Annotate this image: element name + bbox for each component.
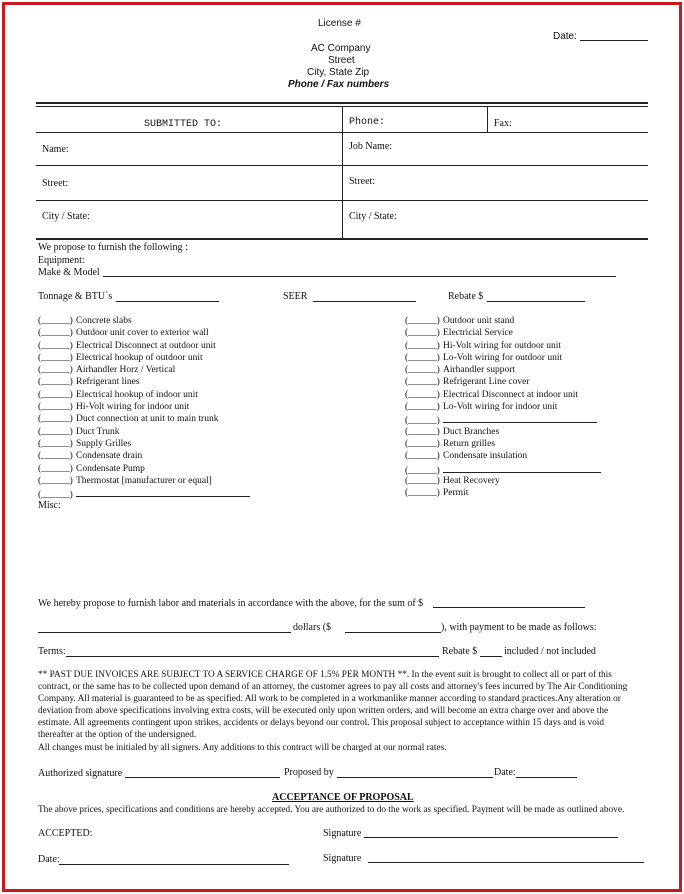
phone-label: Phone:	[349, 117, 386, 128]
tonnage-label: Tonnage & BTU`s	[38, 291, 113, 302]
rebate-included: included / not included	[504, 646, 596, 657]
authorized-signature-label: Authorized signature	[38, 768, 123, 779]
seer-label: SEER	[283, 291, 308, 302]
list-item[interactable]: (______) Hi-Volt wiring for indoor unit	[38, 402, 190, 413]
name-label: Name:	[42, 144, 69, 155]
list-item-blank[interactable]: (______)	[38, 487, 250, 499]
signature-field-2[interactable]	[368, 862, 644, 863]
list-item[interactable]: (______) Electrical Disconnect at outdoor unit	[38, 340, 216, 351]
signature-label-2: Signature	[323, 853, 362, 864]
list-item[interactable]: (______) Permit	[405, 488, 469, 499]
company-phone-fax: Phone / Fax numbers	[288, 79, 390, 90]
job-street-label: Street:	[349, 176, 376, 187]
terms-text: . In the event suit is brought to collect all or part of this contract, or the same has to be collected upon demand of an attorney, the customer agrees to pay all costs and attorney's fees incurred by The Air Conditioning Company. All material is guaranteed to be as specified. All work to be completed in a workmanlike manner according to standard practices.Any alteration or deviation from above specifications involving extra costs, will be executed only upon written orders, and will become an extra charge over and above the estimate. All agreements contingent upon strikes, accidents or delays beyond our control. This proposal subject to acceptance within 15 days and is void thereafter at the option of the undersigned.	[38, 670, 628, 741]
acceptance-date-label: Date:	[38, 854, 60, 865]
terms-field[interactable]	[66, 656, 439, 657]
company-name: AC Company	[311, 43, 371, 54]
payment-text: ), with payment to be made as follows:	[441, 622, 597, 633]
rebate-label: Rebate $	[448, 291, 484, 302]
proposal-date-field[interactable]	[516, 777, 577, 778]
list-item[interactable]: (______) Electrical hookup of indoor unit	[38, 389, 198, 400]
list-item[interactable]: (______) Heat Recovery	[405, 475, 500, 486]
list-item[interactable]: (______) Supply Grilles	[38, 438, 132, 449]
company-street: Street	[328, 55, 355, 66]
list-item[interactable]: (______) Refrigerant lines	[38, 377, 140, 388]
proposed-by-label: Proposed by	[284, 767, 334, 778]
make-model-label: Make & Model	[38, 267, 100, 278]
terms-paragraph	[38, 669, 638, 742]
list-item[interactable]: (______) Duct Trunk	[38, 426, 120, 437]
list-item[interactable]: (______) Duct connection at unit to main trunk	[38, 414, 219, 425]
list-item[interactable]: (______) Electrical hookup of outdoor unit	[38, 352, 203, 363]
list-item[interactable]: (______) Hi-Volt wiring for outdoor unit	[405, 340, 562, 351]
city-state-label: City / State:	[42, 211, 90, 222]
past-due-notice: ** PAST DUE INVOICES ARE SUBJECT TO A SERVICE CHARGE OF 1.5% PER MONTH **	[38, 670, 407, 680]
list-item[interactable]: (______) Lo-Volt wiring for outdoor unit	[405, 352, 563, 363]
street-label: Street:	[42, 178, 69, 189]
acceptance-text: The above prices, specifications and conditions are hereby accepted. You are authorized to do the work as specified. Payment will be made as outlined above.	[38, 805, 625, 815]
list-item[interactable]: (______) Lo-Volt wiring for indoor unit	[405, 402, 558, 413]
sum-field[interactable]	[433, 607, 585, 608]
list-item[interactable]: (______) Airhandler support	[405, 365, 516, 376]
list-item-blank[interactable]: (______)	[405, 413, 601, 425]
left-checklist	[38, 315, 250, 499]
proposal-date-label: Date:	[494, 767, 516, 778]
make-model-field[interactable]	[103, 276, 616, 277]
list-item[interactable]: (______) Return grilles	[405, 438, 495, 449]
sum-text: We hereby propose to furnish labor and materials in accordance with the above, for the sum of $	[38, 598, 424, 609]
accepted-label: ACCEPTED:	[38, 828, 93, 839]
table-divider	[487, 106, 488, 132]
terms-label: Terms:	[38, 646, 66, 657]
fax-label: Fax:	[494, 118, 512, 129]
equipment-label: Equipment:	[38, 255, 85, 266]
license-label: License #	[318, 18, 361, 29]
acceptance-date-field[interactable]	[59, 864, 289, 865]
payment-rebate-field[interactable]	[480, 656, 502, 657]
list-item[interactable]: (______) Thermostat [manufacturer or equal]	[38, 475, 212, 486]
authorized-signature-field[interactable]	[125, 777, 280, 778]
list-item[interactable]: (______) Duct Branches	[405, 426, 500, 437]
list-item[interactable]: (______) Electrical Disconnect at indoor unit	[405, 389, 579, 400]
list-item[interactable]: (______) Condensate drain	[38, 451, 143, 462]
job-city-state-label: City / State:	[349, 211, 397, 222]
job-name-label: Job Name:	[349, 141, 393, 152]
list-item[interactable]: (______) Airhandler Horz / Vertical	[38, 365, 176, 376]
table-bottom-rule	[36, 238, 648, 240]
signature-label-1: Signature	[323, 828, 362, 839]
proposed-by-field[interactable]	[337, 777, 493, 778]
dollars-label: dollars ($	[293, 622, 332, 633]
signers-text: All changes must be initialed by all signers. Any additions to this contract will be charged at our normal rates.	[38, 743, 447, 753]
date-field[interactable]	[580, 40, 648, 41]
tonnage-field[interactable]	[116, 301, 219, 302]
rebate-field[interactable]	[487, 301, 585, 302]
list-item[interactable]: (______) Outdoor unit cover to exterior wall	[38, 328, 209, 339]
misc-label: Misc:	[38, 500, 61, 511]
list-item[interactable]: (______) Condensate insulation	[405, 451, 528, 462]
list-item[interactable]: (______) Refrigerant Line cover	[405, 377, 530, 388]
right-checklist	[405, 315, 601, 499]
signature-field-1[interactable]	[364, 837, 618, 838]
propose-text: We propose to furnish the following :	[38, 242, 188, 253]
list-item-blank[interactable]: (______)	[405, 463, 601, 475]
list-item[interactable]: (______) Outdoor unit stand	[405, 316, 515, 326]
submitted-to-label: SUBMITTED TO:	[144, 119, 223, 130]
table-top-rule	[36, 102, 648, 104]
acceptance-title: ACCEPTANCE OF PROPOSAL	[272, 792, 414, 803]
list-item[interactable]: (______) Condensate Pump	[38, 463, 145, 474]
amount-words-field[interactable]	[38, 632, 291, 633]
date-label: Date:	[553, 31, 577, 42]
table-divider	[342, 106, 343, 238]
payment-rebate-label: Rebate $	[442, 646, 478, 657]
list-item[interactable]: (______) Concrete slabs	[38, 316, 132, 326]
company-city: City, State Zip	[307, 67, 370, 78]
seer-field[interactable]	[313, 301, 416, 302]
list-item[interactable]: (______) Electricial Service	[405, 328, 513, 339]
dollars-field[interactable]	[345, 632, 441, 633]
